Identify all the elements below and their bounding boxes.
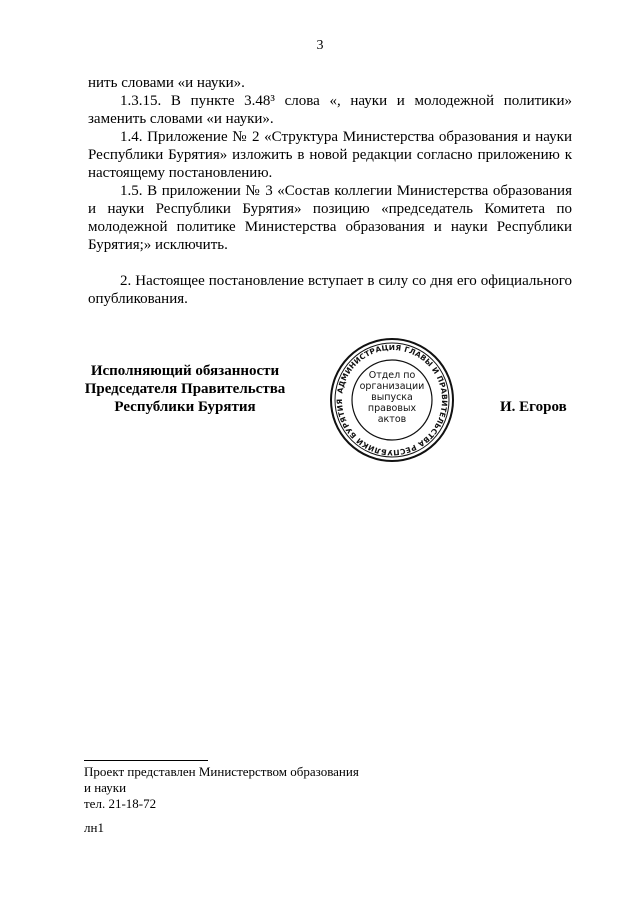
seal-ring-text: АДМИНИСТРАЦИЯ ГЛАВЫ И ПРАВИТЕЛЬСТВА РЕСПУБЛИКИ БУРЯТИЯ — [334, 342, 450, 458]
official-seal — [328, 336, 456, 464]
footnote-line: и науки — [84, 780, 127, 795]
signatory-title-line: Председателя Правительства — [84, 381, 286, 397]
page-number: 3 — [316, 38, 324, 53]
paragraph: 1.5. В приложении № 3 «Состав коллегии Министерства образования и науки Республики Бурятия» позицию «председатель Комитета по молодежной политике Министерства образования и науки Республики Бурятия;» исключить. — [88, 183, 572, 253]
document-body — [88, 74, 572, 308]
paragraph: нить словами «и науки». — [88, 75, 245, 91]
signatory-title-line: Республики Бурятия — [114, 399, 256, 415]
seal-center-line: правовых — [367, 403, 417, 414]
footnote-line: тел. 21-18-72 — [84, 796, 157, 811]
signatory-title — [80, 362, 290, 416]
seal-center-line: организации — [359, 381, 425, 392]
footnote-line: Проект представлен Министерством образования — [84, 764, 359, 779]
seal-center-line: Отдел по — [368, 370, 416, 381]
footnote-divider — [84, 760, 208, 761]
paragraph: 1.4. Приложение № 2 «Структура Министерства образования и науки Республики Бурятия» изложить в новой редакции согласно приложению к настоящему постановлению. — [88, 129, 572, 181]
seal-center-line: актов — [377, 414, 407, 425]
signatory-title-line: Исполняющий обязанности — [90, 363, 280, 379]
document-code: лн1 — [84, 820, 104, 835]
paragraph: 1.3.15. В пункте 3.48³ слова «, науки и молодежной политики» заменить словами «и науки». — [88, 93, 572, 127]
seal-center-text — [328, 370, 456, 425]
signatory-name: И. Егоров — [500, 399, 567, 415]
seal-center-line: выпуска — [371, 392, 413, 403]
paragraph: 2. Настоящее постановление вступает в силу со дня его официального опубликования. — [88, 273, 572, 307]
footnote — [84, 764, 359, 812]
